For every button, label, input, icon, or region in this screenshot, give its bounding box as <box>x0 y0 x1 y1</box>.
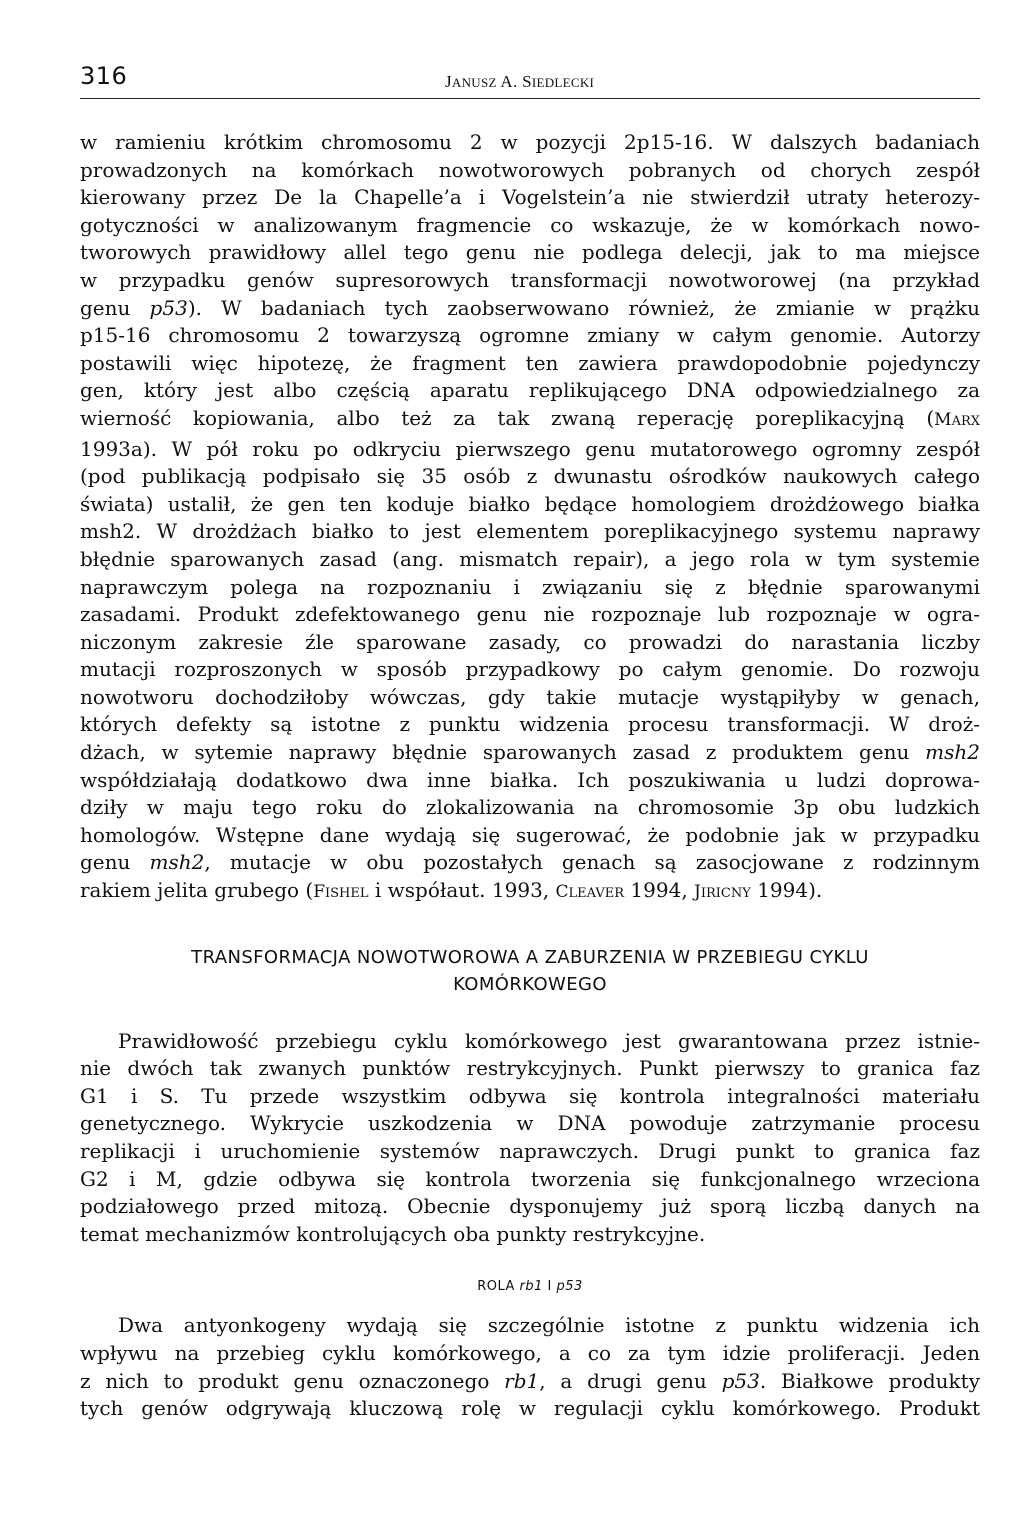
text-line: kierowany przez De la Chapelle’a i Vogelstein’a nie stwierdził utraty heterozy- <box>80 185 980 210</box>
text-line: których defekty są istotne z punktu widzenia procesu transformacji. W droż- <box>80 712 980 737</box>
text-line: Prawidłowość przebiegu cyklu komórkowego jest gwarantowana przez istnie- <box>118 1028 980 1053</box>
text-line: gen, który jest albo częścią aparatu replikującego DNA odpowiedzialnego za <box>80 378 980 403</box>
text-line: dziły w maju tego roku do zlokalizowania na chromosomie 3p obu ludzkich <box>80 795 980 820</box>
section-heading-line: KOMÓRKOWEGO <box>453 973 607 995</box>
text-line: wierność kopiowania, albo też za tak zwaną reperację poreplikacyjną (MARX <box>80 405 980 430</box>
text-line: msh2. W drożdżach białko to jest elementem poreplikacyjnego systemu naprawy <box>80 519 980 544</box>
text-line: Dwa antyonkogeny wydają się szczególnie istotne z punktu widzenia ich <box>118 1313 980 1338</box>
body-paragraph-3 <box>80 1312 980 1422</box>
gene-name: msh2 <box>925 740 980 765</box>
text-line: tych genów odgrywają kluczową rolę w regulacji cyklu komórkowego. Produkt <box>80 1396 980 1421</box>
text-line: mutacji rozproszonych w sposób przypadkowy po całym genomie. Do rozwoju <box>80 657 980 682</box>
gene-name: rb1 <box>504 1368 540 1393</box>
body-paragraph-1 <box>80 129 980 908</box>
gene-name: msh2 <box>149 850 205 875</box>
text-line: świata) ustalił, że gen ten koduje białko będące homologiem drożdżowego białka <box>80 491 980 516</box>
text-line: homologów. Wstępne dane wydają się sugerować, że podobnie jak w przypadku <box>80 822 980 847</box>
section-heading-line: TRANSFORMACJA NOWOTWOROWA A ZABURZENIA W PRZEBIEGU CYKLU <box>191 946 869 968</box>
text-line: tworowych prawidłowy allel tego genu nie podlega delecji, jak to ma miejsce <box>80 240 980 265</box>
text-line: replikacji i uruchomienie systemów naprawczych. Drugi punkt to granica faz <box>80 1139 980 1163</box>
body-paragraph-2 <box>80 1028 980 1249</box>
gene-name: p53 <box>556 1279 583 1295</box>
text-line: nowotworu dochodziłoby wówczas, gdy takie mutacje wystąpiłyby w genach, <box>80 684 980 709</box>
section-heading <box>80 944 980 998</box>
gene-name: p53 <box>721 1368 760 1393</box>
text-line: wpływu na przebieg cyklu komórkowego, a co za tym idzie proliferacji. Jeden <box>80 1340 980 1365</box>
document-page <box>80 60 980 1423</box>
running-head-author: JANUSZ A. SIEDLECKI <box>445 72 595 91</box>
text-line: nie dwóch tak zwanych punktów restrykcyjnych. Punkt pierwszy to granica faz <box>80 1056 980 1081</box>
gene-name: rb1 <box>519 1279 543 1295</box>
subsection-heading: ROLA rb1 I p53 <box>477 1279 583 1295</box>
page-header <box>80 60 980 99</box>
text-line: genu msh2, mutacje w obu pozostałych genach są zasocjowane z rodzinnym <box>80 850 980 875</box>
text-line: genu p53). W badaniach tych zaobserwowano również, że zmianie w prążku <box>80 295 980 320</box>
text-line: w przypadku genów supresorowych transformacji nowotworowej (na przykład <box>80 267 980 292</box>
text-line: podziałowego przed mitozą. Obecnie dysponujemy już sporą liczbą danych na <box>80 1194 980 1219</box>
text-line: 1993a). W pół roku po odkryciu pierwszego genu mutatorowego ogromny zespół <box>80 436 980 461</box>
text-line: współdziałają dodatkowo dwa inne białka. Ich poszukiwania u ludzi doprowa- <box>80 767 980 792</box>
text-line: genetycznego. Wykrycie uszkodzenia w DNA powoduje zatrzymanie procesu <box>80 1111 980 1136</box>
text-line: G1 i S. Tu przede wszystkim odbywa się kontrola integralności materiału <box>80 1083 980 1108</box>
text-line: z nich to produkt genu oznaczonego rb1, a drugi genu p53. Białkowe produkty <box>80 1368 980 1393</box>
text-line: naprawczym polega na rozpoznaniu i związaniu się z błędnie sparowanymi <box>80 574 980 599</box>
text-line: (pod publikacją podpisało się 35 osób z dwunastu ośrodków naukowych całego <box>80 464 980 489</box>
text-line: p15-16 chromosomu 2 towarzyszą ogromne zmiany w całym genomie. Autorzy <box>80 323 980 348</box>
text-line: rakiem jelita grubego (FISHEL i współaut. 1993, CLEAVER 1994, JIRICNY 1994). <box>80 878 823 903</box>
text-line: temat mechanizmów kontrolujących oba punkty restrykcyjne. <box>80 1221 706 1246</box>
page-number: 316 <box>80 62 128 90</box>
text-line: zasadami. Produkt zdefektowanego genu nie rozpoznaje lub rozpoznaje w ogra- <box>80 602 980 627</box>
text-line: gotyczności w analizowanym fragmencie co wskazuje, że w komórkach nowo- <box>80 212 980 237</box>
text-line: G2 i M, gdzie odbywa się kontrola tworzenia się funkcjonalnego wrzeciona <box>80 1166 980 1191</box>
text-line: prowadzonych na komórkach nowotworowych pobranych od chorych zespół <box>80 157 980 182</box>
text-line: w ramieniu krótkim chromosomu 2 w pozycji 2p15-16. W dalszych badaniach <box>80 130 980 154</box>
text-line: błędnie sparowanych zasad (ang. mismatch repair), a jego rola w tym systemie <box>80 546 980 571</box>
text-line: dżach, w sytemie naprawy błędnie sparowanych zasad z produktem genu msh2 <box>80 740 980 765</box>
text-line: niczonym zakresie źle sparowane zasady, co prowadzi do narastania liczby <box>80 629 980 654</box>
text-line: postawili więc hipotezę, że fragment ten zawiera prawdopodobnie pojedynczy <box>80 350 980 375</box>
gene-name: p53 <box>149 295 188 320</box>
